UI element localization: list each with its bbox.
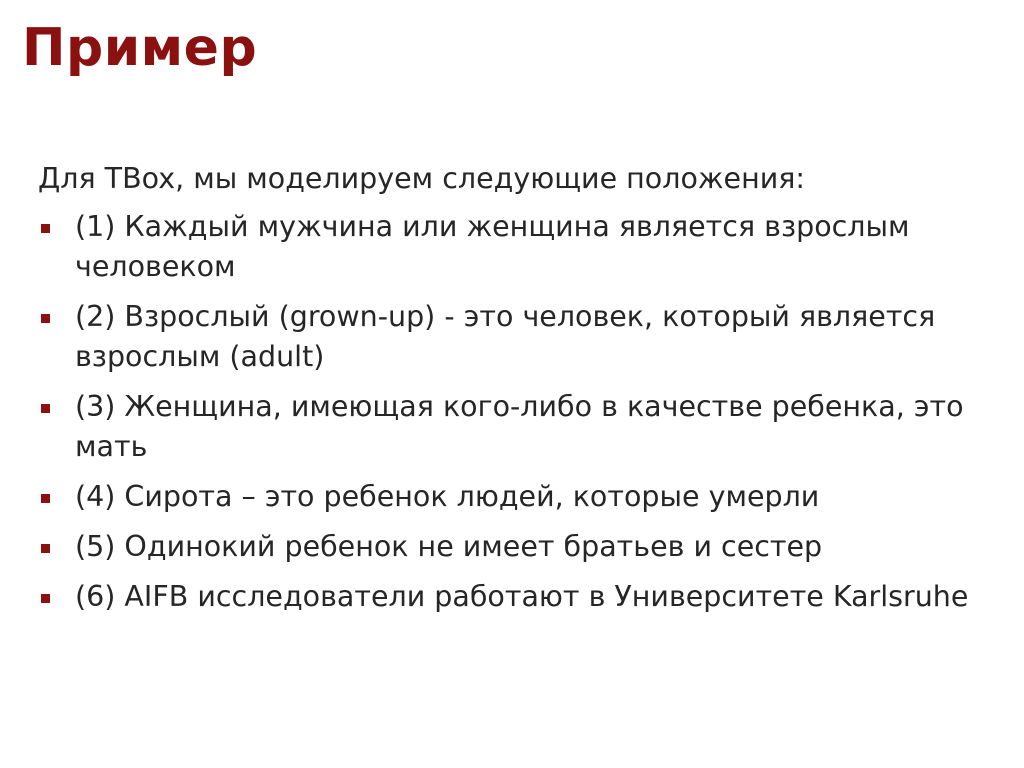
list-item <box>38 577 988 617</box>
intro-text: Для TBox, мы моделируем следующие положения: <box>38 162 805 195</box>
bullet-text: (2) Взрослый (grown-up) - это человек, который является взрослым (adult) <box>75 300 936 373</box>
bullet-text: (6) AIFB исследователи работают в Университете Karlsruhe <box>75 580 969 613</box>
square-bullet-icon <box>41 494 50 503</box>
list-item <box>38 297 988 377</box>
bullet-text: (3) Женщина, имеющая кого-либо в качестве ребенка, это мать <box>75 390 964 463</box>
list-item <box>38 477 988 517</box>
bullet-text: (1) Каждый мужчина или женщина является взрослым человеком <box>75 210 910 283</box>
list-item <box>38 527 988 567</box>
square-bullet-icon <box>41 404 50 413</box>
list-item <box>38 207 988 287</box>
bullet-list <box>38 207 988 627</box>
square-bullet-icon <box>41 224 50 233</box>
square-bullet-icon <box>41 594 50 603</box>
square-bullet-icon <box>41 544 50 553</box>
square-bullet-icon <box>41 314 50 323</box>
list-item <box>38 387 988 467</box>
slide-title: Пример <box>22 18 258 78</box>
bullet-text: (4) Сирота – это ребенок людей, которые умерли <box>75 480 820 513</box>
bullet-text: (5) Одинокий ребенок не имеет братьев и сестер <box>75 530 823 563</box>
